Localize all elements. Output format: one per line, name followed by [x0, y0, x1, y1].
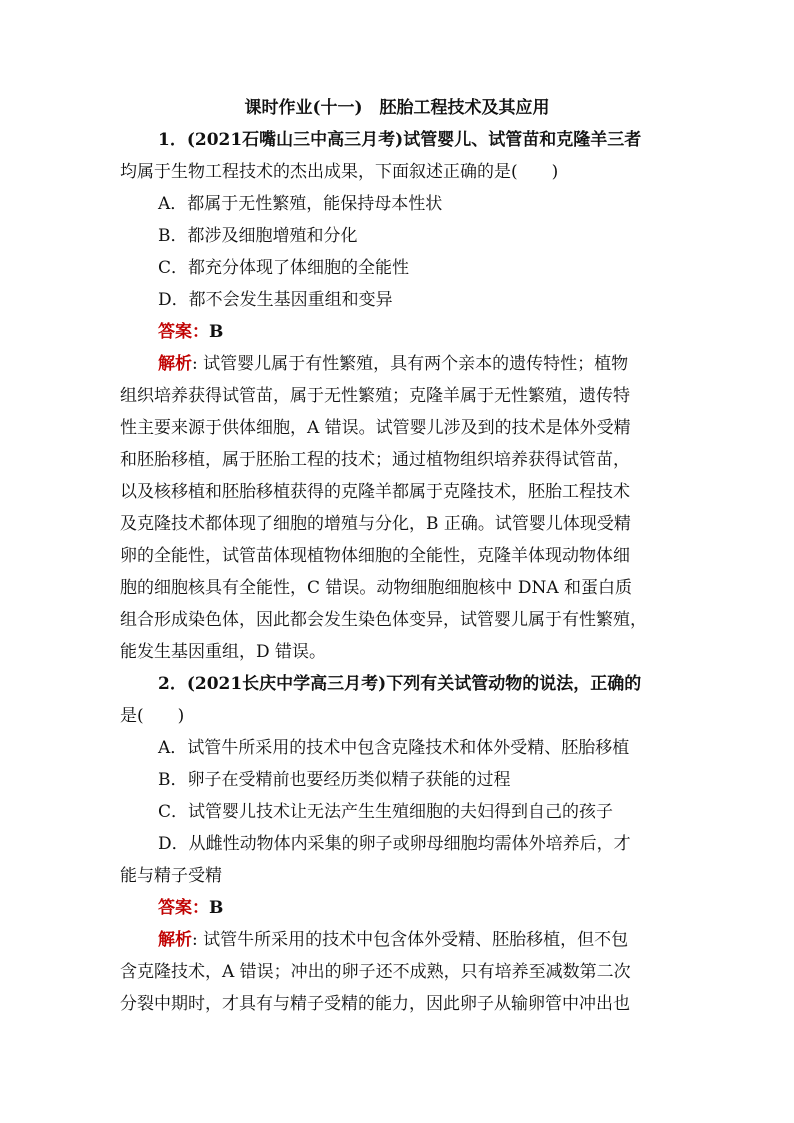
q1-analysis-line2: 组织培养获得试管苗，属于无性繁殖；克隆羊属于无性繁殖，遗传特 — [120, 386, 630, 406]
q1-analysis-line5: 以及核移植和胚胎移植获得的克隆羊都属于克隆技术，胚胎工程技术 — [120, 482, 630, 502]
q2-analysis-line1 — [158, 930, 718, 950]
q1-option-b: B．都涉及细胞增殖和分化 — [158, 226, 358, 246]
q2-option-a: A．试管牛所采用的技术中包含克隆技术和体外受精、胚胎移植 — [158, 738, 630, 758]
q1-analysis-line1 — [158, 354, 718, 374]
q2-answer-value: B — [209, 898, 224, 918]
q1-option-c: C．都充分体现了体细胞的全能性 — [158, 258, 410, 278]
q1-analysis-line3: 性主要来源于供体细胞，A 错误。试管婴儿涉及到的技术是体外受精 — [120, 418, 631, 438]
q1-option-d: D．都不会发生基因重组和变异 — [158, 290, 393, 310]
q2-analysis-line3: 分裂中期时，才具有与精子受精的能力，因此卵子从输卵管中冲出也 — [120, 994, 630, 1014]
q1-analysis-line10: 能发生基因重组，D 错误。 — [120, 642, 327, 662]
q1-answer — [158, 322, 718, 342]
q2-answer — [158, 898, 718, 918]
q2-option-d-line2: 能与精子受精 — [120, 866, 222, 886]
page-title: 课时作业(十一) 胚胎工程技术及其应用 — [244, 98, 550, 118]
q1-analysis-line9: 组合形成染色体，因此都会发生染色体变异，试管婴儿属于有性繁殖， — [120, 610, 647, 630]
q1-answer-label: 答案： — [158, 322, 209, 342]
q1-analysis-line4: 和胚胎移植，属于胚胎工程的技术；通过植物组织培养获得试管苗， — [120, 450, 630, 470]
q1-analysis-line6: 及克隆技术都体现了细胞的增殖与分化，B 正确。试管婴儿体现受精 — [120, 514, 631, 534]
q1-analysis-label: 解析 — [158, 354, 192, 374]
q2-analysis-text: : 试管牛所采用的技术中包含体外受精、胚胎移植，但不包 — [192, 930, 629, 950]
q2-stem-line1: 2．(2021长庆中学高三月考)下列有关试管动物的说法，正确的 — [158, 674, 642, 694]
q1-stem-line1: 1．(2021石嘴山三中高三月考)试管婴儿、试管苗和克隆羊三者 — [158, 130, 642, 150]
q2-option-c: C．试管婴儿技术让无法产生生殖细胞的夫妇得到自己的孩子 — [158, 802, 614, 822]
q1-analysis-line8: 胞的细胞核具有全能性，C 错误。动物细胞细胞核中 DNA 和蛋白质 — [120, 578, 632, 598]
q1-analysis-line7: 卵的全能性，试管苗体现植物体细胞的全能性，克隆羊体现动物体细 — [120, 546, 630, 566]
q2-option-d-line1: D．从雌性动物体内采集的卵子或卵母细胞均需体外培养后，才 — [158, 834, 631, 854]
q1-stem-line2: 均属于生物工程技术的杰出成果，下面叙述正确的是( ) — [120, 162, 559, 182]
q2-option-b: B．卵子在受精前也要经历类似精子获能的过程 — [158, 770, 511, 790]
q1-answer-value: B — [209, 322, 224, 342]
q1-analysis-text: : 试管婴儿属于有性繁殖，具有两个亲本的遗传特性；植物 — [192, 354, 629, 374]
q2-analysis-line2: 含克隆技术，A 错误；冲出的卵子还不成熟，只有培养至减数第二次 — [120, 962, 631, 982]
q1-option-a: A．都属于无性繁殖，能保持母本性状 — [158, 194, 443, 214]
q2-stem-line2: 是( ) — [120, 706, 185, 726]
q2-answer-label: 答案： — [158, 898, 209, 918]
q2-analysis-label: 解析 — [158, 930, 192, 950]
